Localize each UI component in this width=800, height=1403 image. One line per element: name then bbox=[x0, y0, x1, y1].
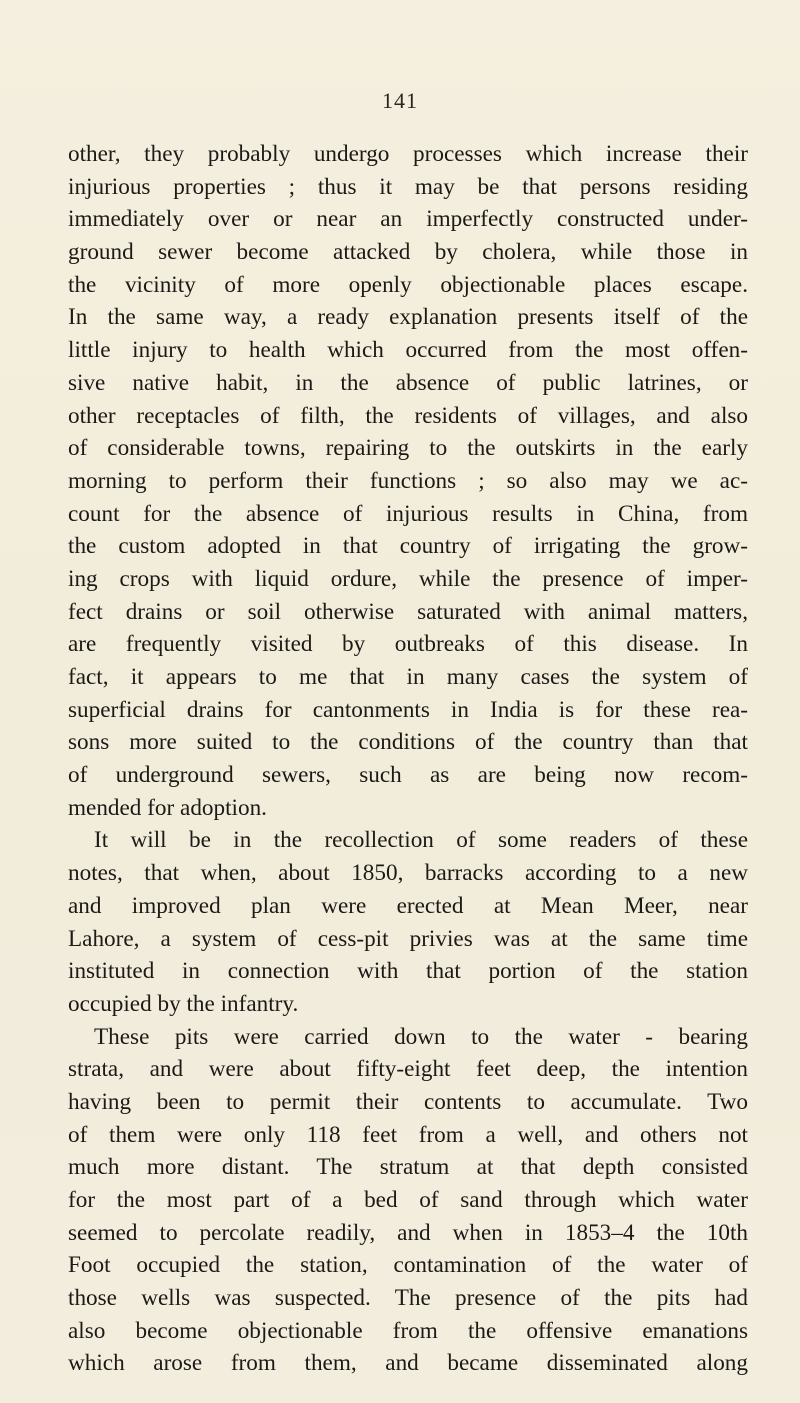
text-line: mended for adoption. bbox=[68, 794, 267, 821]
text-line: Lahore, a system of cess-pit privies was at the same time bbox=[68, 925, 748, 952]
text-line: sive native habit, in the absence of public latrines, or bbox=[68, 369, 748, 396]
text-line: for the most part of a bed of sand through which water bbox=[68, 1187, 748, 1213]
text-line: of underground sewers, such as are being now recom- bbox=[68, 762, 748, 789]
text-line: instituted in connection with that portion of the station bbox=[68, 958, 748, 985]
text-line: the custom adopted in that country of irrigating the grow- bbox=[68, 533, 748, 560]
text-line: much more distant. The stratum at that depth consisted bbox=[68, 1154, 748, 1181]
text-line: little injury to health which occurred from the most offen- bbox=[68, 337, 748, 364]
text-line: Foot occupied the station, contamination of the water of bbox=[68, 1252, 748, 1279]
text-line: immediately over or near an imperfectly constructed under- bbox=[68, 206, 748, 233]
text-line: of them were only 118 feet from a well, and others not bbox=[68, 1121, 748, 1148]
text-line: seemed to percolate readily, and when in 1853–4 the 10th bbox=[68, 1219, 748, 1246]
text-line: also become objectionable from the offensive emanations bbox=[68, 1317, 748, 1344]
text-line: and improved plan were erected at Mean Meer, near bbox=[68, 892, 748, 919]
text-line: fact, it appears to me that in many cases the system of bbox=[68, 664, 748, 690]
text-line: count for the absence of injurious results in China, from bbox=[68, 500, 748, 527]
text-line: ground sewer become attacked by cholera, while those in bbox=[68, 239, 748, 266]
text-line: other, they probably undergo processes which increase their bbox=[68, 141, 748, 167]
body-text bbox=[68, 138, 748, 1380]
text-line: notes, that when, about 1850, barracks according to a new bbox=[68, 860, 748, 887]
paragraph bbox=[68, 138, 748, 824]
text-line: occupied by the infantry. bbox=[68, 990, 299, 1017]
text-line: the vicinity of more openly objectionable places escape. bbox=[68, 271, 748, 298]
text-line: ing crops with liquid ordure, while the presence of imper- bbox=[68, 565, 748, 592]
text-line: These pits were carried down to the water - bearing bbox=[94, 1023, 748, 1050]
paragraph bbox=[68, 824, 748, 1020]
page-number: 141 bbox=[382, 88, 418, 113]
text-line: those wells was suspected. The presence of the pits had bbox=[68, 1285, 748, 1312]
text-line: superficial drains for cantonments in India is for these rea- bbox=[68, 696, 748, 723]
text-line: morning to perform their functions ; so also may we ac- bbox=[68, 467, 748, 494]
text-line: It will be in the recollection of some readers of these bbox=[94, 827, 748, 854]
paragraph bbox=[68, 1021, 748, 1381]
text-line: of considerable towns, repairing to the outskirts in the early bbox=[68, 435, 748, 462]
text-line: fect drains or soil otherwise saturated with animal matters, bbox=[68, 598, 748, 625]
text-line: having been to permit their contents to accumulate. Two bbox=[68, 1088, 748, 1115]
text-line: In the same way, a ready explanation presents itself of the bbox=[68, 304, 748, 331]
text-line: strata, and were about fifty-eight feet deep, the intention bbox=[68, 1056, 748, 1083]
text-line: other receptacles of filth, the residents of villages, and also bbox=[68, 402, 748, 429]
text-line: sons more suited to the conditions of the country than that bbox=[68, 729, 748, 756]
text-line: are frequently visited by outbreaks of this disease. In bbox=[68, 631, 748, 658]
text-line: which arose from them, and became disseminated along bbox=[68, 1350, 748, 1377]
text-line: injurious properties ; thus it may be that persons residing bbox=[68, 173, 748, 200]
